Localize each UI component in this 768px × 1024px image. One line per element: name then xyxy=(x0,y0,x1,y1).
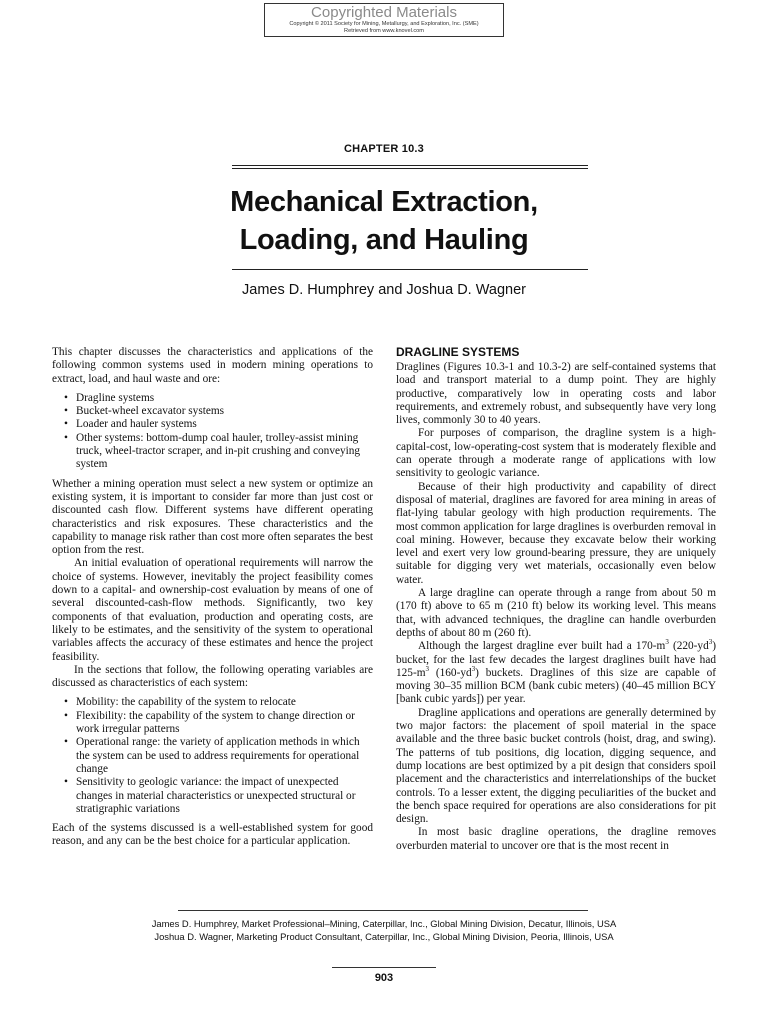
intro-paragraph: This chapter discusses the characteristics and applications of the following common systems used in modern mining operations to extract, load, and haul waste and ore: xyxy=(52,346,373,385)
footnotes xyxy=(0,917,768,943)
list-item: • Flexibility: the capability of the system to change direction or work irregular patterns xyxy=(76,710,373,737)
chapter-title-line-1: Mechanical Extraction, xyxy=(230,186,538,218)
paragraph: In the sections that follow, the following operating variables are discussed as characteristics of each system: xyxy=(52,663,373,690)
superscript: 3 xyxy=(665,638,669,647)
title-rule-bottom xyxy=(232,269,588,270)
left-column xyxy=(52,346,373,849)
paragraph: Each of the systems discussed is a well-established system for good reason, and any can be the best choice for a particular application. xyxy=(52,822,373,848)
text-run: ) buckets. Draglines of this size are capable of moving 30–35 million BCM (bank cubic meters) (40–45 million BCY [bank cubic yards]) per year. xyxy=(396,666,716,706)
paragraph xyxy=(396,640,716,706)
paragraph: Dragline applications and operations are generally determined by two major factors: the placement of spoil material in the space available and the three basic bucket controls (hoist, drag, and swing). The patterns of tub positions, dig location, digging sequence, and dump locations are best optimized by a pit design that considers spoil placement and the characteristics and interrelationships of the bucket controls. To a lesser extent, the digging peculiarities of the bucket and the bench space required for operations are also considerations for pit design. xyxy=(396,706,716,826)
footnote-line-1: James D. Humphrey, Market Professional–Mining, Caterpillar, Inc., Global Mining Division, Decatur, Illinois, USA xyxy=(151,918,617,929)
list-item: • Sensitivity to geologic variance: the impact of unexpected changes in material characteristics or unexpected structural or stratigraphic variations xyxy=(76,776,373,816)
chapter-label: CHAPTER 10.3 xyxy=(343,143,425,155)
superscript: 3 xyxy=(425,665,429,674)
paragraph: Because of their high productivity and capability of direct disposal of material, draglines are favored for area mining in areas of flat-lying tabular geology with high production requirements. The most common application for large draglines is overburden removal in coal mining. However, because they excavate below their working level and exert very low ground-bearing pressure, they are uniquely suitable for digging very wet materials, occasionally even below water. xyxy=(396,480,716,586)
paragraph: In most basic dragline operations, the dragline removes overburden material to uncover ore that is the most recent in xyxy=(396,826,716,852)
right-column xyxy=(396,346,716,853)
paragraph: For purposes of comparison, the dragline system is a high-capital-cost, low-operating-cost system that is moderately flexible and can operate through a moderate range of applications with low sensitivity to geologic variance. xyxy=(396,427,716,480)
paragraph: A large dragline can operate through a range from about 50 m (170 ft) above to 65 m (210 ft) below its working level. This means that, with advanced techniques, the dragline can handle overburden depths of about 80 m (260 ft). xyxy=(396,587,716,639)
authors: James D. Humphrey and Joshua D. Wagner xyxy=(242,282,526,298)
superscript: 3 xyxy=(708,638,713,647)
list-item: • Loader and hauler systems xyxy=(76,418,373,431)
footnote-rule xyxy=(178,910,588,911)
text-run: ) bucket, for the last few decades the largest draglines built have had 125-m xyxy=(396,640,716,679)
variables-list xyxy=(52,696,373,816)
paragraph: Draglines (Figures 10.3-1 and 10.3-2) are self-contained systems that load and transport material to a dump point. They are highly productive, comparatively low in operating costs and labor requirements, and extremely robust, and subsequently have very long lives, commonly 30 to 40 years. xyxy=(396,361,716,427)
chapter-title xyxy=(0,183,768,259)
stamp-line-2: Retrieved from www.knovel.com xyxy=(344,28,424,34)
chapter-title-line-2: Loading, and Hauling xyxy=(239,224,529,256)
paragraph: An initial evaluation of operational requirements will narrow the choice of systems. However, inevitably the project feasibility comes down to a capital- and ownership-cost evaluation by means of one of several discounted-cash-flow methods. Significantly, two key components of that evaluation, production and operating costs, are likely to be estimates, and the sensitivity of the system to operational variables affects the accuracy of these estimates and hence the project feasibility. xyxy=(52,557,373,663)
section-heading: DRAGLINE SYSTEMS xyxy=(396,345,520,359)
systems-list xyxy=(52,392,373,472)
list-item: • Bucket-wheel excavator systems xyxy=(76,405,373,418)
superscript: 3 xyxy=(471,665,476,674)
text-run: (160-yd xyxy=(429,666,472,679)
title-rule-top-1 xyxy=(232,165,588,166)
stamp-line-1: Copyright © 2011 Society for Mining, Metallurgy, and Exploration, Inc. (SME) xyxy=(289,21,479,27)
copyright-stamp xyxy=(264,3,504,37)
page-number: 903 xyxy=(374,972,394,984)
page-number-rule xyxy=(332,967,436,968)
list-item: • Mobility: the capability of the system to relocate xyxy=(76,696,373,709)
list-item: • Other systems: bottom-dump coal hauler, trolley-assist mining truck, wheel-tractor scraper, and in-pit crushing and conveying system xyxy=(76,432,373,472)
title-rule-top-2 xyxy=(232,168,588,169)
footnote-line-2: Joshua D. Wagner, Marketing Product Consultant, Caterpillar, Inc., Global Mining Division, Peoria, Illinois, USA xyxy=(154,931,614,942)
list-item: • Operational range: the variety of application methods in which the system can be used to address requirements for operational change xyxy=(76,736,373,776)
paragraph: Whether a mining operation must select a new system or optimize an existing system, it is important to consider far more than just cost or discounted cash flow. Different systems have different operating characteristics and risk exposures. These characteristics and the capability to manage risk rather than cost more often separates the best option from the rest. xyxy=(52,477,373,557)
stamp-title: Copyrighted Materials xyxy=(311,4,457,21)
text-run: (220-yd xyxy=(668,640,709,653)
text-run: Although the largest dragline ever built had a 170-m xyxy=(418,640,666,653)
list-item: • Dragline systems xyxy=(76,392,373,405)
